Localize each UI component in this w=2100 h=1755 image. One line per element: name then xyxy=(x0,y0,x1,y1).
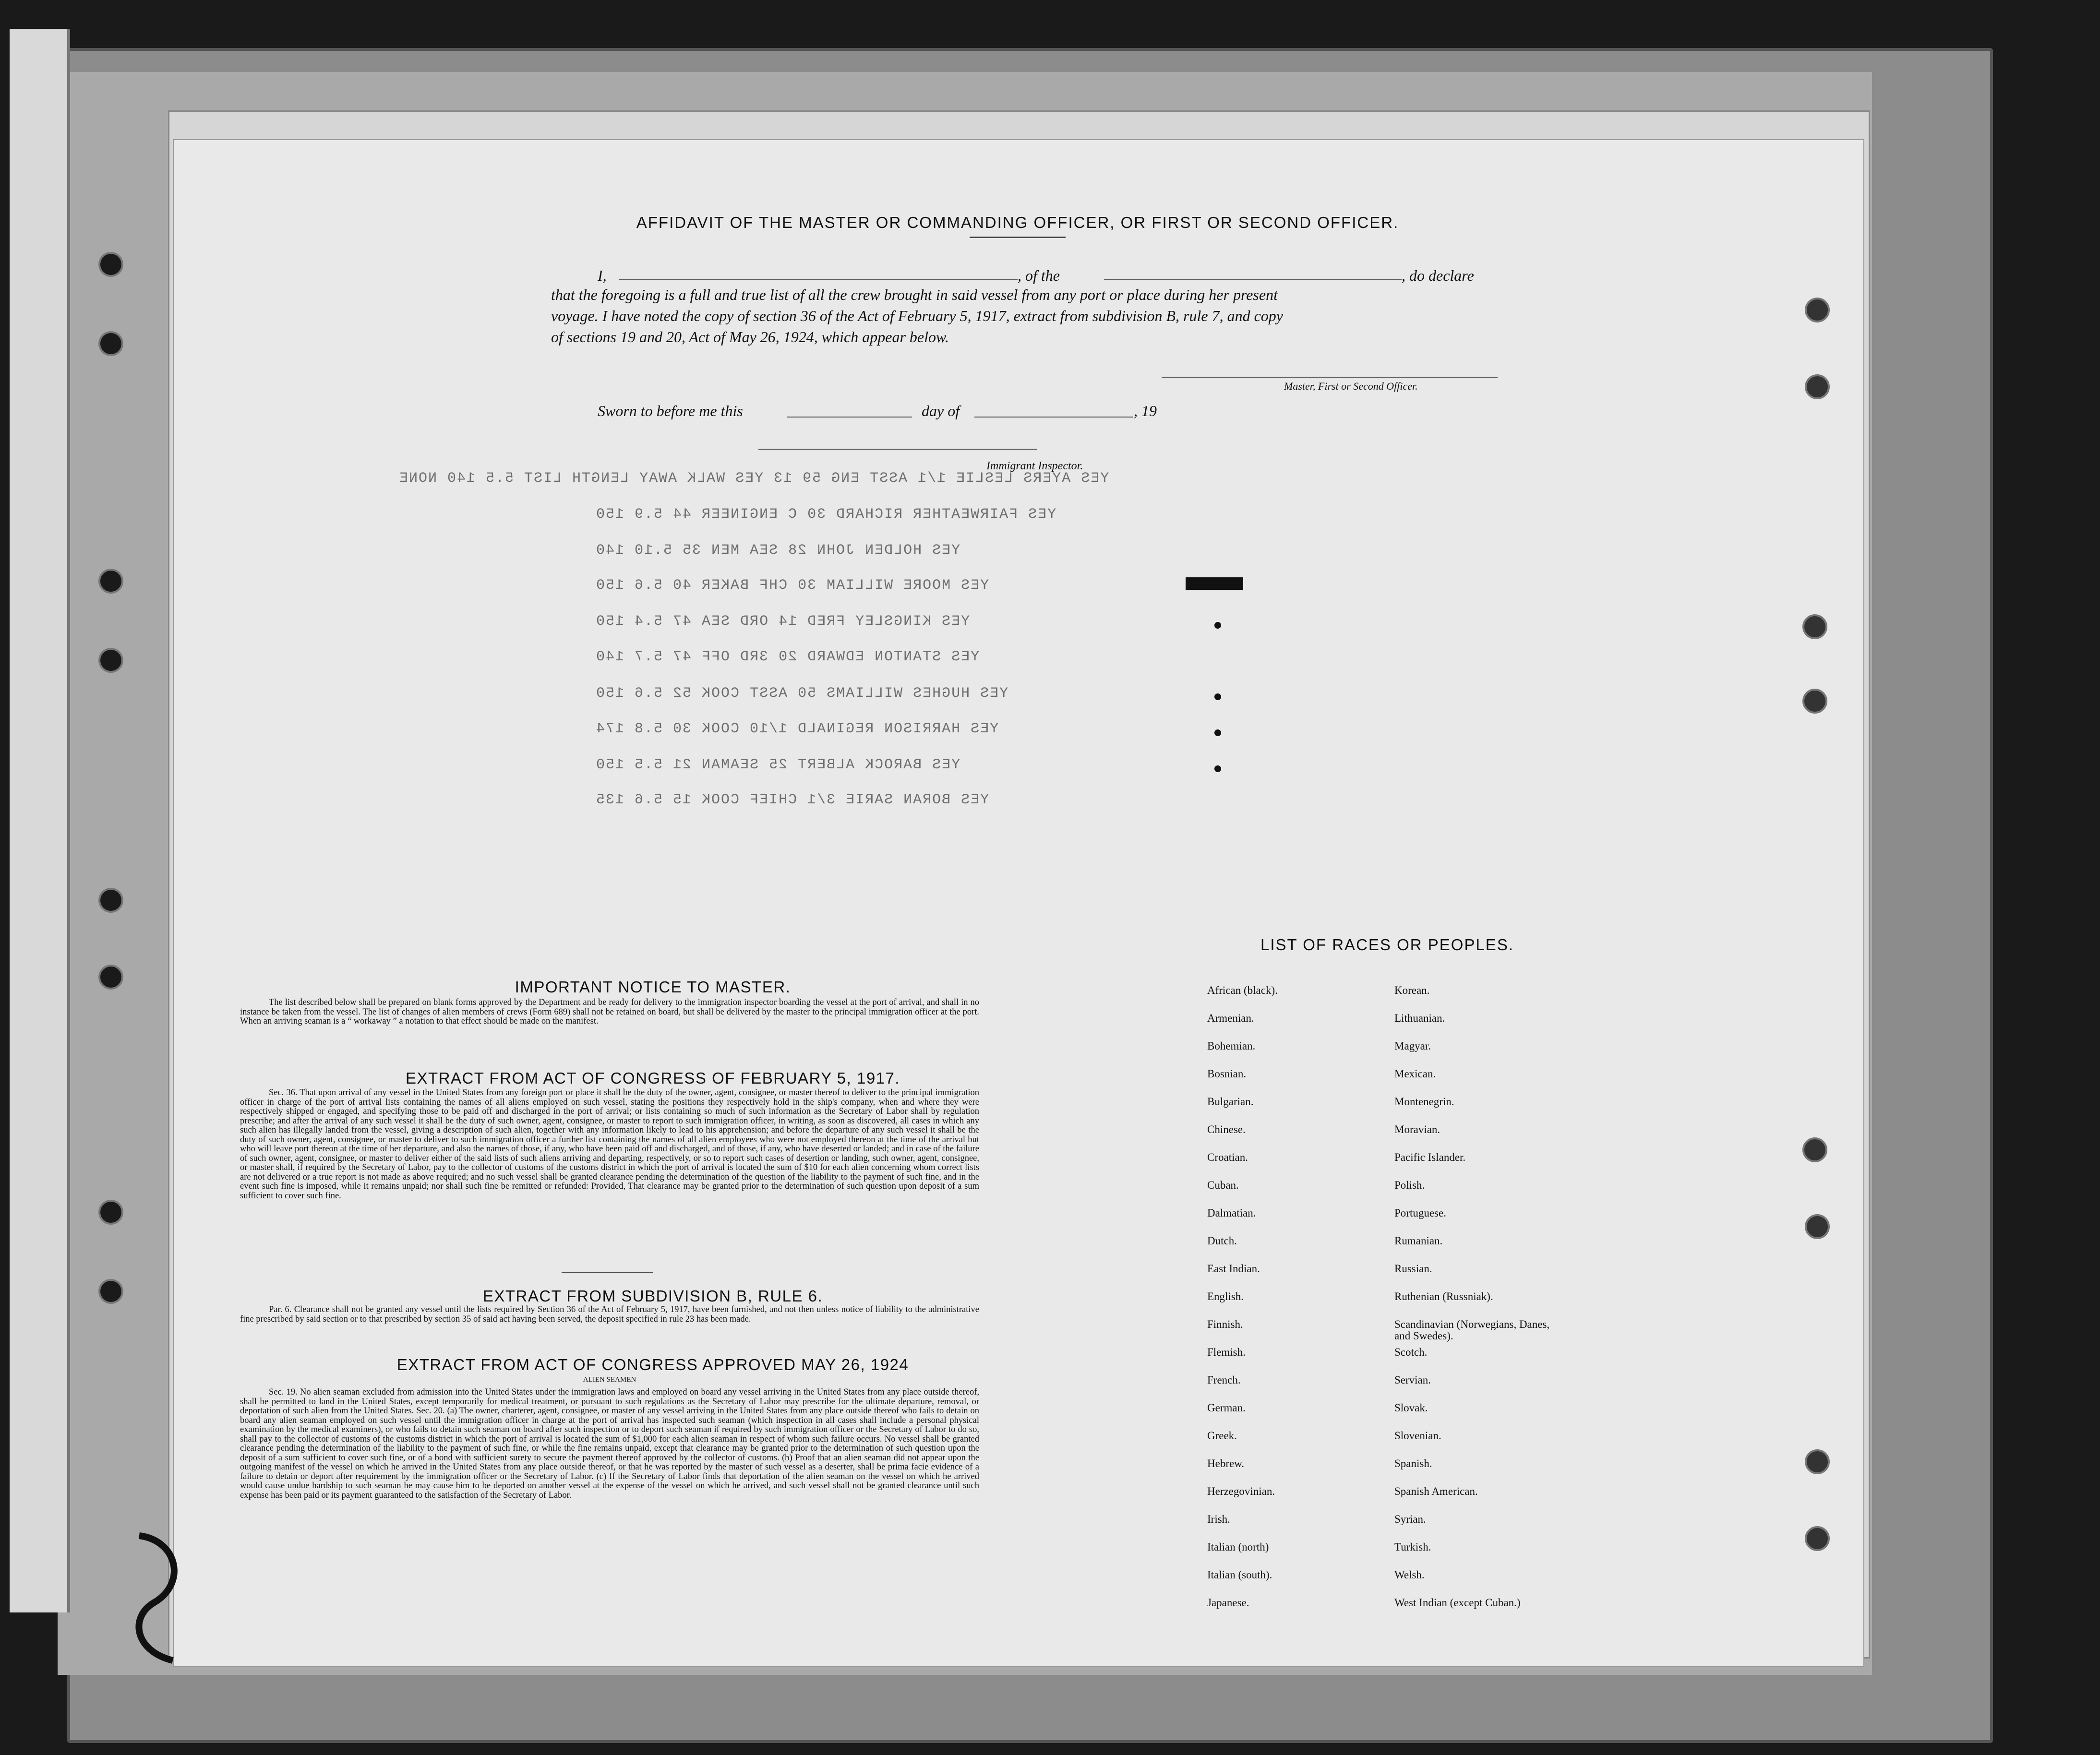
race-item: Mexican. xyxy=(1394,1068,1436,1080)
affidavit-text-line: that the foregoing is a full and true list of all the crew brought in said vessel from any port or place during her present xyxy=(551,286,1278,303)
binder-hole-icon xyxy=(98,1279,123,1304)
binder-hole-icon xyxy=(1802,1137,1827,1162)
sworn-label: Sworn to before me this xyxy=(598,402,743,419)
affidavit-do-declare: , do declare xyxy=(1402,267,1474,284)
binder-hole-icon xyxy=(98,331,123,356)
binder-hole-icon xyxy=(98,1200,123,1225)
race-item: Italian (north) xyxy=(1207,1541,1269,1553)
race-item: Slovenian. xyxy=(1394,1430,1441,1442)
ink-dot xyxy=(1214,765,1221,772)
race-item: Dutch. xyxy=(1207,1235,1237,1247)
day-of-label: day of xyxy=(922,402,960,419)
race-item: German. xyxy=(1207,1402,1246,1414)
race-item: East Indian. xyxy=(1207,1263,1260,1275)
sworn-month-blank xyxy=(974,417,1133,418)
race-item: African (black). xyxy=(1207,984,1278,996)
ink-mark xyxy=(1186,577,1243,590)
divider xyxy=(970,237,1066,238)
affidavit-i: I, xyxy=(598,267,607,284)
race-item: Italian (south). xyxy=(1207,1569,1272,1581)
affidavit-title: AFFIDAVIT OF THE MASTER OR COMMANDING OFFICER, OR FIRST OR SECOND OFFICER. xyxy=(636,214,1399,231)
race-item: Magyar. xyxy=(1394,1040,1431,1052)
binder-hole-icon xyxy=(98,888,123,913)
binder-hole-icon xyxy=(1805,1526,1830,1551)
sworn-day-blank xyxy=(787,417,912,418)
bleed-through-row: YES BORAN SARIE 3/1 CHIEF COOK 15 5.6 135 xyxy=(595,792,989,808)
race-item: Dalmatian. xyxy=(1207,1207,1256,1219)
bleed-through-row: YES MOORE WILLIAM 30 CHF BAKER 40 5.6 150 xyxy=(595,577,989,594)
race-item: Montenegrin. xyxy=(1394,1096,1454,1108)
ink-dot xyxy=(1214,729,1221,736)
race-item: English. xyxy=(1207,1290,1244,1302)
ink-dot xyxy=(1214,622,1221,629)
bleed-through-row: YES FAIRWEATHER RICHARD 30 C ENGINEER 44 5.9 150 xyxy=(595,506,1056,523)
binder-hole-icon xyxy=(1802,689,1827,714)
affidavit-of-the: , of the xyxy=(1018,267,1060,284)
race-item: Rumanian. xyxy=(1394,1235,1443,1247)
binder-hole-icon xyxy=(98,252,123,277)
races-title: LIST OF RACES OR PEOPLES. xyxy=(1260,936,1514,954)
race-item: Finnish. xyxy=(1207,1318,1243,1330)
binder-hole-icon xyxy=(1802,614,1827,639)
race-item: Spanish American. xyxy=(1394,1485,1478,1497)
races-column-1 xyxy=(1207,985,1278,1625)
race-item: Slovak. xyxy=(1394,1402,1428,1414)
race-item: Flemish. xyxy=(1207,1346,1246,1358)
race-item: Bohemian. xyxy=(1207,1040,1256,1052)
race-item: Scandinavian (Norwegians, Danes, and Swedes). xyxy=(1394,1318,1550,1342)
rule6-title: EXTRACT FROM SUBDIVISION B, RULE 6. xyxy=(482,1287,823,1305)
act-1924-subtitle: ALIEN SEAMEN xyxy=(583,1376,636,1384)
race-item: Turkish. xyxy=(1394,1541,1431,1553)
binder-hole-icon xyxy=(98,569,123,594)
race-item: Hebrew. xyxy=(1207,1457,1245,1469)
year-label: , 19 xyxy=(1134,402,1157,419)
race-item: French. xyxy=(1207,1374,1241,1386)
race-item: Herzegovinian. xyxy=(1207,1485,1275,1497)
race-item: Russian. xyxy=(1394,1263,1432,1275)
handwritten-mark-icon xyxy=(120,1526,197,1670)
race-item: West Indian (except Cuban.) xyxy=(1394,1597,1521,1609)
act-1917-text: Sec. 36. That upon arrival of any vessel in the United States from any foreign port or place it shall be the duty of the owner, agent, consignee, or master thereof to deliver to the principal immigration officer in charge of the port of arrival lists containing the names of all aliens employed on such vessel, stating the positions they respectively hold in the ship's company, when and where they were respectively shipped or engaged, and specifying those to be paid off and discharged in the port of arrival; or lists containing so much of such information as the Secretary of Labor shall by regulation prescribe; and after the arrival of any such vessel it shall be the duty of such owner, agent, consignee, or master to report to such immigration officer, in writing, as soon as discovered, all cases in which any such alien has illegally landed from the vessel, giving a description of such alien, together with any information likely to lead to his apprehension; and before the departure of any such vessel it shall be the duty of such owner, agent, consignee, or master to deliver to such immigration officer a further list containing the names of all alien employees who were not employed thereon at the time of the arrival but who will leave port thereon at the time of her departure, and also the names of those, if any, who have been paid off and discharged, and of those, if any, who have deserted or landed; and in case of the failure of such owner, agent, consignee, or master to deliver either of the said lists of such aliens arriving and departing, respectively, or so to report such cases of desertion or landing, such owner, agent, consignee, or master shall, if required by the Secretary of Labor, pay to the collector of customs of the customs district in which the port of arrival is located the sum of $10 for each alien concerning whom correct lists are not delivered or a true report is not made as above required; and no such vessel shall be granted clearance pending the determination of the question of the liability to the payment of such fine, and in the event such fine is imposed, while it remains unpaid; nor shall such fine be remitted or refunded: Provided, That clearance may be granted prior to the determination of such question upon deposit of a sum sufficient to cover such fine. xyxy=(240,1088,979,1201)
race-item: Spanish. xyxy=(1394,1457,1432,1469)
race-item: Cuban. xyxy=(1207,1179,1239,1191)
race-item: Japanese. xyxy=(1207,1597,1249,1609)
race-item: Scotch. xyxy=(1394,1346,1428,1358)
bleed-through-row: YES AYERS LESLIE 1/1 ASST ENG 59 13 YES WALK AWAY LENGTH LIST 5.5 140 NONE xyxy=(398,470,1109,487)
race-item: Greek. xyxy=(1207,1430,1237,1442)
ink-dot xyxy=(1214,693,1221,700)
binder-hole-icon xyxy=(1805,1449,1830,1474)
bleed-through-row: YES STANTON EDWARD 20 3RD OFF 47 5.7 140 xyxy=(595,649,980,665)
race-item: Syrian. xyxy=(1394,1513,1426,1525)
affidavit-text-line: of sections 19 and 20, Act of May 26, 1924, which appear below. xyxy=(551,328,949,346)
race-item: Pacific Islander. xyxy=(1394,1151,1466,1163)
bleed-through-row: YES KINGSLEY FRED 14 ORD SEA 47 5.4 150 xyxy=(595,613,970,630)
race-item: Servian. xyxy=(1394,1374,1431,1386)
vessel-blank xyxy=(1104,279,1402,280)
master-label: Master, First or Second Officer. xyxy=(1284,380,1418,392)
inspector-label: Immigrant Inspector. xyxy=(986,460,1083,472)
bleed-through-row: YES HUGHES WILLIAMS 50 ASST COOK 52 5.6 150 xyxy=(595,685,1008,702)
race-item: Portuguese. xyxy=(1394,1207,1446,1219)
notice-title: IMPORTANT NOTICE TO MASTER. xyxy=(515,978,791,996)
race-item: Bulgarian. xyxy=(1207,1096,1254,1108)
binder-hole-icon xyxy=(1805,1214,1830,1239)
act-1924-text: Sec. 19. No alien seaman excluded from admission into the United States under the immigration laws and employed on board any vessel arriving in the United States from any place outside thereof, shall be permitted to land in the United States, except temporarily for medical treatment, or pursuant to such regulations as the Secretary of Labor may prescribe for the ultimate departure, removal, or deportation of such alien from the United States. Sec. 20. (a) The owner, charterer, agent, consignee, or master of any vessel arriving in the United States from any place outside thereof who fails to detain on board any alien seaman employed on such vessel until the immigration officer in charge at the port of arrival has inspected such seaman (which inspection in all cases shall include a personal physical examination by the medical examiners), or who fails to detain such seaman on board after such inspection or to deport such seaman if required by such immigration officer or the Secretary of Labor to do so, shall pay to the collector of customs of the customs district in which the port of arrival is located the sum of $1,000 for each alien seaman in respect of whom such failure occurs. No vessel shall be granted clearance pending the determination of the liability to the payment of such fine, or while the fine remains unpaid, except that clearance may be granted prior to the determination of such question upon the deposit of a sum sufficient to cover such fine, or of a bond with sufficient surety to secure the payment thereof approved by the collector of customs. (b) Proof that an alien seaman did not appear upon the outgoing manifest of the vessel on which he arrived in the United States from any place outside thereof, or that he was reported by the master of such vessel as a deserter, shall be prima facie evidence of a failure to detain or deport after requirement by the immigration officer or the Secretary of Labor. (c) If the Secretary of Labor finds that deportation of the alien seaman on the vessel on which he arrived would cause undue hardship to such seaman he may cause him to be deported on another vessel at the expense of the vessel on which he arrived, and such vessel shall not be granted clearance until such expense has been paid or its payment guaranteed to the satisfaction of the Secretary of Labor. xyxy=(240,1387,979,1500)
race-item: Korean. xyxy=(1394,984,1430,996)
master-signature-line xyxy=(1162,377,1498,378)
inspector-signature-line xyxy=(758,449,1037,450)
binder-hole-icon xyxy=(98,965,123,990)
act-1924-title: EXTRACT FROM ACT OF CONGRESS APPROVED MAY 26, 1924 xyxy=(396,1356,909,1373)
binder-hole-icon xyxy=(1805,298,1830,322)
binder-hole-icon xyxy=(1805,374,1830,399)
race-item: Lithuanian. xyxy=(1394,1012,1445,1024)
affidavit-text-line: voyage. I have noted the copy of section 36 of the Act of February 5, 1917, extract from subdivision B, rule 7, and copy xyxy=(551,307,1283,324)
act-1917-title: EXTRACT FROM ACT OF CONGRESS OF FEBRUARY 5, 1917. xyxy=(405,1069,900,1087)
race-item: Chinese. xyxy=(1207,1123,1246,1135)
race-item: Bosnian. xyxy=(1207,1068,1247,1080)
races-column-2 xyxy=(1394,985,1567,1625)
left-page-edges xyxy=(10,29,70,1612)
bleed-through-row: YES HOLDEN JOHN 28 SEA MEN 35 5.10 140 xyxy=(595,542,960,559)
race-item: Armenian. xyxy=(1207,1012,1254,1024)
rule6-text: Par. 6. Clearance shall not be granted any vessel until the lists required by Section 36 of the Act of February 5, 1917, have been furnished, and not then unless notice of liability to the administrative fine prescribed by said section or to that prescribed by section 35 of said act having been served, the deposit specified in rule 23 has been made. xyxy=(240,1305,979,1324)
race-item: Croatian. xyxy=(1207,1151,1248,1163)
race-item: Irish. xyxy=(1207,1513,1230,1525)
binder-hole-icon xyxy=(98,648,123,673)
name-blank xyxy=(619,279,1018,280)
race-item: Welsh. xyxy=(1394,1569,1425,1581)
bleed-through-row: YES BAROCK ALBERT 25 SEAMAN 21 5.5 150 xyxy=(595,757,960,773)
bleed-through-row: YES HARRISON REGINALD 1/10 COOK 30 5.8 174 xyxy=(595,721,999,737)
race-item: Polish. xyxy=(1394,1179,1425,1191)
divider xyxy=(562,1272,653,1273)
notice-text: The list described below shall be prepared on blank forms approved by the Department and be ready for delivery to the immigration inspector boarding the vessel at the port of arrival, and shall in no instance be taken from the vessel. The list of changes of alien members of crews (Form 689) shall not be retained on board, but shall be delivered by the master to the principal immigration officer at the port. When an arriving seaman is a “ workaway ” a notation to that effect should be made on the manifest. xyxy=(240,998,979,1026)
race-item: Moravian. xyxy=(1394,1123,1440,1135)
race-item: Ruthenian (Russniak). xyxy=(1394,1290,1493,1302)
